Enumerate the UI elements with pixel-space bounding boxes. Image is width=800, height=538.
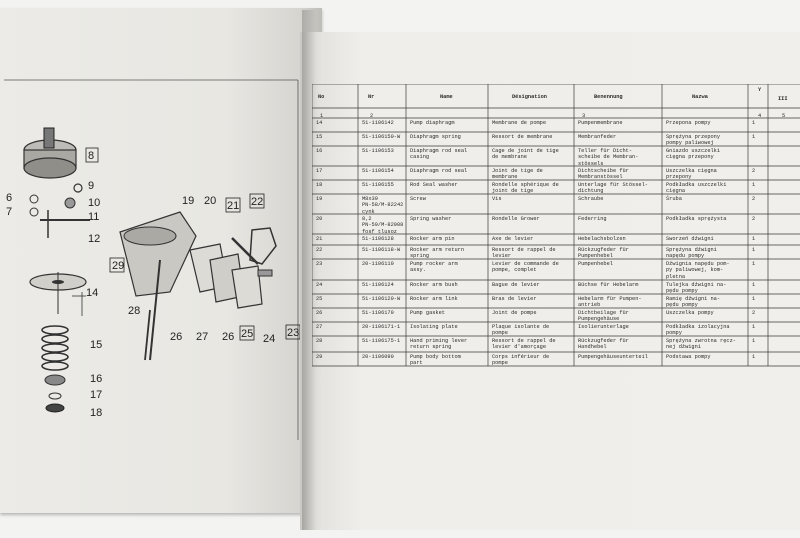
callout-label: 20	[204, 195, 217, 207]
callout-label: 25	[241, 328, 254, 340]
row-name: Diaphragm rod seal	[410, 168, 468, 174]
row-fr: Vis	[492, 196, 502, 202]
callout-label: 26	[170, 331, 183, 343]
row-qty: 1	[752, 236, 756, 242]
callout-label: 14	[86, 287, 99, 299]
header-y: Y	[758, 87, 762, 93]
callout-label: 28	[128, 305, 141, 317]
row-pl: Sworzeń dźwigni	[666, 236, 714, 242]
row-qty: 1	[752, 296, 756, 302]
row-pl: Podstawa pompy	[666, 354, 711, 360]
callout-label: 9	[88, 180, 95, 192]
row-qty: 1	[752, 134, 756, 140]
row-pl: Uszczelka cięgna przepony	[666, 168, 717, 181]
fuel-pump-exploded-view	[0, 60, 300, 440]
row-fr: Joint de pompe	[492, 310, 537, 316]
row-name: Hand priming lever return spring	[410, 338, 468, 351]
callout-label: 11	[88, 211, 100, 223]
row-fr: Levier de commande de pompe, complet	[492, 261, 559, 274]
row-de: Teller für Dicht- scheibe de Membran- stössels	[578, 148, 639, 167]
row-fr: Rondelle Grower	[492, 216, 540, 222]
row-fr: Axe de levier	[492, 236, 534, 242]
callout-label: 10	[88, 197, 101, 209]
row-no: 19	[316, 196, 323, 202]
row-no: 24	[316, 282, 323, 288]
row-name: Pump rocker arm assy.	[410, 261, 458, 274]
row-no: 27	[316, 324, 323, 330]
parts-table	[312, 84, 800, 444]
row-fr: Ressort de rappel de levier d'amorçage	[492, 338, 556, 351]
row-name: Rocker arm bush	[410, 282, 458, 288]
row-name: Rocker arm pin	[410, 236, 455, 242]
row-de: Unterlage für Stössel- dichtung	[578, 182, 648, 195]
callout-label: 19	[182, 195, 195, 207]
subheader-3: 3	[582, 113, 586, 119]
row-name: Pump gasket	[410, 310, 445, 316]
row-qty: 2	[752, 168, 756, 174]
row-pl: Ramię dźwigni na- pędu pompy	[666, 296, 721, 309]
callout-label: 29	[112, 260, 125, 272]
row-no: 22	[316, 247, 323, 253]
row-name: Rod Seal washer	[410, 182, 458, 188]
subheader-2: 2	[370, 113, 374, 119]
row-pl: Podkładka uszczelki cięgna	[666, 182, 727, 195]
exploded-diagram	[0, 60, 300, 440]
row-qty: 2	[752, 216, 756, 222]
callout-label: 21	[227, 200, 240, 212]
callout-label: 27	[196, 331, 209, 343]
row-no: 29	[316, 354, 323, 360]
row-qty: 2	[752, 310, 756, 316]
row-nr: 51-1106120-W	[362, 296, 401, 302]
row-qty: 1	[752, 324, 756, 330]
row-pl: Gniazdo uszczelki cięgna przepony	[666, 148, 721, 161]
row-pl: Sprężyna przepony pompy paliwowej	[666, 134, 721, 147]
row-nr: 51-1106124	[362, 282, 394, 288]
row-nr: 51-1106128	[362, 236, 394, 242]
callout-label: 22	[251, 196, 264, 208]
row-name: Spring washer	[410, 216, 452, 222]
row-qty: 1	[752, 247, 756, 253]
row-no: 26	[316, 310, 323, 316]
row-qty: 1	[752, 338, 756, 344]
row-fr: Rondelle sphérique de joint de tige	[492, 182, 559, 195]
row-nr: 51-1106153	[362, 148, 394, 154]
callout-label: 17	[90, 389, 103, 401]
header-nazwa: Nazwa	[692, 94, 708, 100]
callout-label: 24	[263, 333, 276, 345]
header-name: Name	[440, 94, 453, 100]
row-fr: Bague de levier	[492, 282, 540, 288]
row-de: Pumpenhebel	[578, 261, 613, 267]
row-fr: Corps inférieur de pompe	[492, 354, 550, 367]
row-de: Rückzugfeder für Handhebel	[578, 338, 629, 351]
row-no: 16	[316, 148, 323, 154]
row-pl: Podkładka sprężysta	[666, 216, 727, 222]
row-de: Rückzugfeder für Pumpenhebel	[578, 247, 629, 260]
row-name: Diaphragm spring	[410, 134, 461, 140]
row-de: Isolierunterlage	[578, 324, 629, 330]
callout-label: 18	[90, 407, 103, 419]
row-nr: 51-1106154	[362, 168, 394, 174]
callout-label: 23	[287, 327, 300, 339]
row-name: Screw	[410, 196, 426, 202]
row-fr: Ressort de rappel de levier	[492, 247, 556, 260]
row-no: 17	[316, 168, 323, 174]
row-de: Pumpenmembrane	[578, 120, 623, 126]
header-no: No	[318, 94, 325, 100]
row-pl: Uszczelka pompy	[666, 310, 714, 316]
subheader-4: 4	[758, 113, 762, 119]
row-nr: M8x30 PN-58/M-82242 cynk	[362, 196, 404, 215]
row-fr: Ressort de membrane	[492, 134, 553, 140]
row-qty: 2	[752, 196, 756, 202]
callout-label: 7	[6, 206, 13, 218]
row-no: 21	[316, 236, 323, 242]
row-name: Rocker arm return spring	[410, 247, 465, 260]
row-de: Hebelarm für Pumpen- antrieb	[578, 296, 642, 309]
row-pl: Przepona pompy	[666, 120, 711, 126]
row-de: Dichtscheibe für Membranstössel	[578, 168, 629, 181]
row-qty: 1	[752, 182, 756, 188]
row-name: Pump body bottom part	[410, 354, 461, 367]
row-fr: Bras de levier	[492, 296, 537, 302]
row-de: Schraube	[578, 196, 604, 202]
callout-label: 15	[90, 339, 103, 351]
row-fr: Cage de joint de tige de membrane	[492, 148, 559, 161]
subheader-1: 1	[320, 113, 324, 119]
callout-label: 6	[6, 192, 13, 204]
row-de: Dichtbeilage für Pumpengehäuse	[578, 310, 629, 323]
row-pl: Tulejka dźwigni na- pędu pompy	[666, 282, 727, 295]
row-no: 18	[316, 182, 323, 188]
header-extra: III	[778, 96, 788, 102]
row-no: 23	[316, 261, 323, 267]
row-nr: 51-1106170	[362, 310, 394, 316]
row-name: Diaphragm rod seal casing	[410, 148, 468, 161]
callout-label: 16	[90, 373, 103, 385]
row-no: 15	[316, 134, 323, 140]
row-pl: Sprężyna zwrotna ręcz- nej dźwigni	[666, 338, 736, 351]
header-benennung: Benennung	[594, 94, 623, 100]
row-fr: Membrane de pompe	[492, 120, 547, 126]
row-de: Federring	[578, 216, 607, 222]
row-name: Rocker arm link	[410, 296, 458, 302]
row-no: 20	[316, 216, 323, 222]
header-designation: Désignation	[512, 94, 547, 100]
row-de: Büchse für Hebelarm	[578, 282, 639, 288]
row-fr: Plaque isolante de pompe	[492, 324, 550, 337]
callout-label: 26	[222, 331, 235, 343]
row-no: 25	[316, 296, 323, 302]
row-name: Isolating plate	[410, 324, 458, 330]
row-de: Hebelachsbolzen	[578, 236, 626, 242]
row-no: 14	[316, 120, 323, 126]
row-nr: 51-1106155	[362, 182, 394, 188]
header-nr: Nr	[368, 94, 375, 100]
row-pl: Dźwignia napędu pom- py paliwowej, kom- pletna	[666, 261, 730, 280]
row-fr: Joint de tige de membrane	[492, 168, 543, 181]
callout-label: 8	[88, 150, 95, 162]
row-pl: Sprężyna dźwigni napędu pompy	[666, 247, 717, 260]
row-no: 28	[316, 338, 323, 344]
row-nr: 20-1106110	[362, 261, 394, 267]
row-name: Pump diaphragm	[410, 120, 455, 126]
row-qty: 1	[752, 261, 756, 267]
row-nr: 20-1106090	[362, 354, 394, 360]
row-pl: Śruba	[666, 196, 682, 202]
callout-label: 12	[88, 233, 101, 245]
row-nr: 51-1106118-W	[362, 247, 401, 253]
row-qty: 1	[752, 354, 756, 360]
row-de: Pumpengehäuseunterteil	[578, 354, 648, 360]
row-nr: 51-1106175-1	[362, 338, 401, 344]
row-nr: 51-1106150-W	[362, 134, 401, 140]
row-qty: 1	[752, 120, 756, 126]
row-nr: 20-1106171-1	[362, 324, 401, 330]
subheader-5: 5	[782, 113, 786, 119]
row-qty: 1	[752, 282, 756, 288]
row-de: Membranfeder	[578, 134, 617, 140]
row-pl: Podkładka izolacyjna pompy	[666, 324, 730, 337]
row-nr: 51-1106142	[362, 120, 394, 126]
row-nr: 8,2 PN-59/M-82008 fosf tlusoz	[362, 216, 404, 235]
